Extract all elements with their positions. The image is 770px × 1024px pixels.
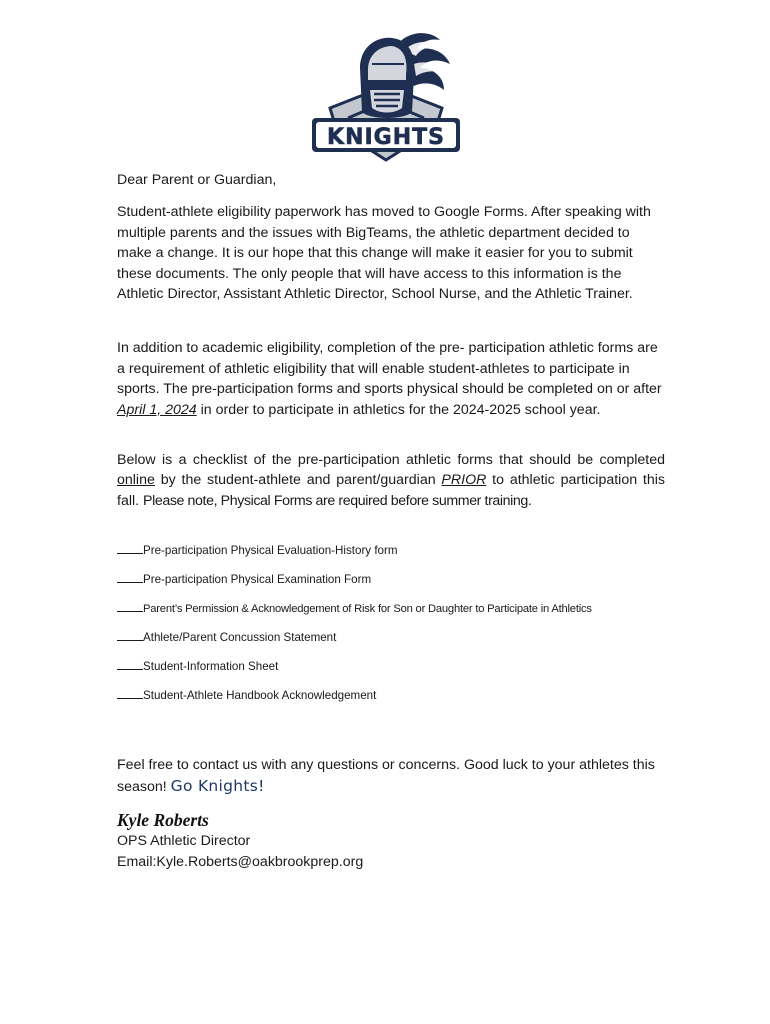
checklist-blank bbox=[117, 628, 143, 641]
intro-text-3: to athletic participation this fall. bbox=[117, 472, 665, 509]
paragraph-checklist-intro bbox=[117, 450, 665, 511]
checklist-item-label: Pre-participation Physical Evaluation-History form bbox=[143, 544, 398, 558]
closing-text: Feel free to contact us with any questions or concerns. Good luck to your athletes this season! bbox=[117, 757, 655, 795]
checklist-item-label: Student-Information Sheet bbox=[143, 660, 279, 674]
intro-prior: PRIOR bbox=[441, 472, 487, 489]
closing-paragraph bbox=[117, 755, 665, 797]
eligibility-text-1: In addition to academic eligibility, completion of the pre- participation athletic forms are a requirement of athletic eligibility that will enable student-athletes to participate in sports. The pre-participation forms and sports physical should be completed on or after bbox=[117, 340, 662, 398]
checklist-item bbox=[117, 599, 665, 628]
checklist-item bbox=[117, 657, 665, 686]
forms-checklist bbox=[117, 541, 665, 715]
letter-body bbox=[117, 170, 665, 873]
signature-title: OPS Athletic Director bbox=[117, 833, 251, 850]
intro-text-2: by the student-athlete and parent/guardian bbox=[154, 472, 442, 489]
checklist-item bbox=[117, 628, 665, 657]
intro-physical-note: Please note, Physical Forms are required before summer training. bbox=[143, 492, 532, 509]
intro-online: online bbox=[117, 472, 155, 489]
signature-email: Email:Kyle.Roberts@oakbrookprep.org bbox=[117, 854, 364, 871]
paragraph-eligibility bbox=[117, 338, 665, 420]
checklist-item-label: Student-Athlete Handbook Acknowledgement bbox=[143, 689, 377, 703]
eligibility-date: April 1, 2024 bbox=[117, 401, 197, 418]
knights-logo bbox=[308, 24, 464, 162]
checklist-item bbox=[117, 686, 665, 715]
checklist-item-label: Pre-participation Physical Examination Form bbox=[143, 573, 372, 587]
checklist-item bbox=[117, 570, 665, 599]
greeting: Dear Parent or Guardian, bbox=[117, 172, 277, 188]
logo-wordmark: KNIGHTS bbox=[327, 125, 445, 150]
paragraph-paperwork: Student-athlete eligibility paperwork has moved to Google Forms. After speaking with multiple parents and the issues with BigTeams, the athletic department decided to make a change. It is our hope that this change will make it easier for you to submit these documents. The only people that will have access to this information is the Athletic Director, Assistant Athletic Director, School Nurse, and the Athletic Trainer. bbox=[117, 204, 651, 303]
checklist-blank bbox=[117, 686, 143, 699]
checklist-blank bbox=[117, 599, 143, 612]
checklist-item-label: Parent’s Permission & Acknowledgement of Risk for Son or Daughter to Participate in Athletics bbox=[143, 603, 592, 616]
checklist-item bbox=[117, 541, 665, 570]
eligibility-text-2: in order to participate in athletics for the 2024-2025 school year. bbox=[196, 401, 601, 418]
checklist-blank bbox=[117, 541, 143, 554]
checklist-blank bbox=[117, 657, 143, 670]
go-knights: Go Knights! bbox=[170, 776, 265, 795]
checklist-item-label: Athlete/Parent Concussion Statement bbox=[143, 631, 337, 645]
intro-text-1: Below is a checklist of the pre-participation athletic forms that should be completed bbox=[117, 452, 665, 469]
checklist-blank bbox=[117, 570, 143, 583]
signature-name: Kyle Roberts bbox=[117, 810, 209, 831]
